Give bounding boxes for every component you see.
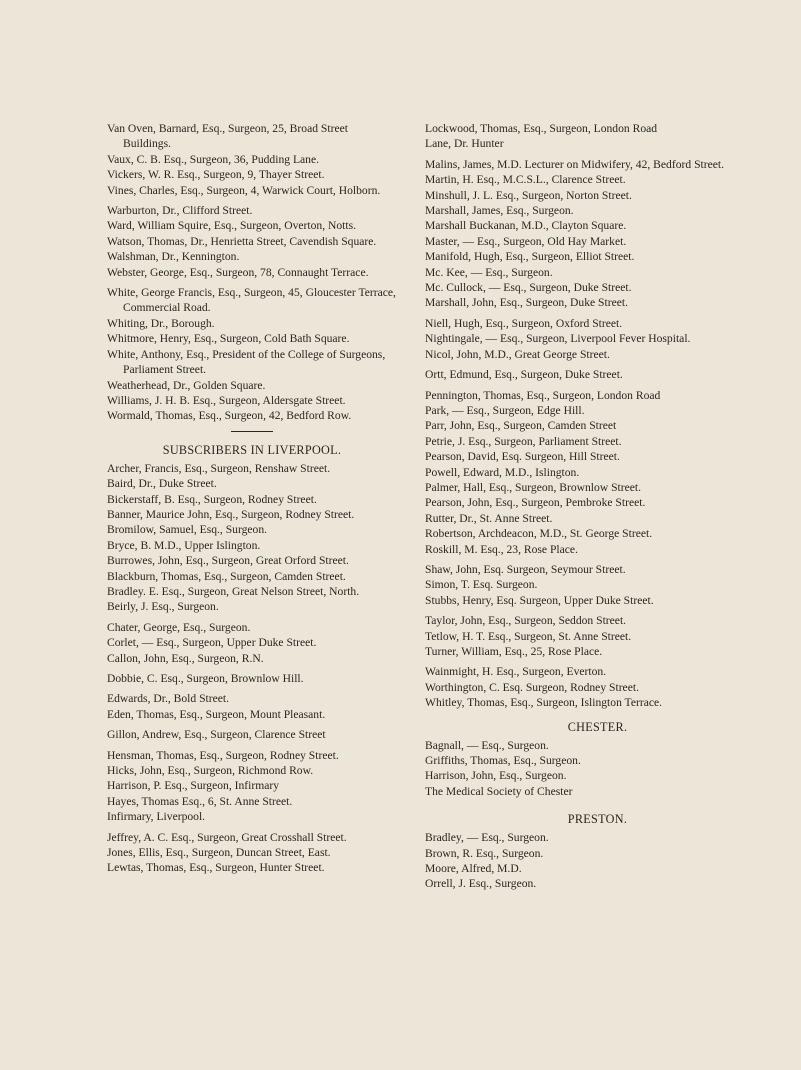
chester-subscribers xyxy=(425,738,770,800)
list-item: Bryce, B. M.D., Upper Islington. xyxy=(107,538,261,552)
list-item: Infirmary, Liverpool. xyxy=(107,810,206,824)
list-item: Ortt, Edmund, Esq., Surgeon, Duke Street. xyxy=(425,368,623,382)
list-item: Vickers, W. R. Esq., Surgeon, 9, Thayer Street. xyxy=(107,168,325,182)
list-item: Hayes, Thomas Esq., 6, St. Anne Street. xyxy=(107,794,293,808)
list-item: Lockwood, Thomas, Esq., Surgeon, London Road xyxy=(425,122,658,135)
list-item: Manifold, Hugh, Esq., Surgeon, Elliot Street. xyxy=(425,250,635,264)
list-item: Jeffrey, A. C. Esq., Surgeon, Great Crosshall Street. xyxy=(107,830,347,844)
section-divider xyxy=(231,431,273,432)
list-item: Martin, H. Esq., M.C.S.L., Clarence Street. xyxy=(425,173,626,187)
list-item: Palmer, Hall, Esq., Surgeon, Brownlow Street. xyxy=(425,480,642,494)
list-item: Bagnall, — Esq., Surgeon. xyxy=(425,738,549,752)
list-item: Watson, Thomas, Dr., Henrietta Street, Cavendish Square. xyxy=(107,234,377,248)
left-column xyxy=(107,121,397,876)
list-item: Corlet, — Esq., Surgeon, Upper Duke Street. xyxy=(107,636,317,650)
list-item: Master, — Esq., Surgeon, Old Hay Market. xyxy=(425,234,627,248)
liverpool-subscribers xyxy=(107,461,397,876)
list-item: Parr, John, Esq., Surgeon, Camden Street xyxy=(425,419,617,433)
list-item: Moore, Alfred, M.D. xyxy=(425,862,522,876)
list-item: Vines, Charles, Esq., Surgeon, 4, Warwick Court, Holborn. xyxy=(107,183,381,197)
list-item: Hensman, Thomas, Esq., Surgeon, Rodney Street. xyxy=(107,748,339,762)
list-item: Shaw, John, Esq. Surgeon, Seymour Street. xyxy=(425,562,626,576)
list-item: Chater, George, Esq., Surgeon. xyxy=(107,620,251,634)
list-item: White, Anthony, Esq., President of the College of Surgeons, Parliament Street. xyxy=(107,347,386,377)
list-item: Whitmore, Henry, Esq., Surgeon, Cold Bath Square. xyxy=(107,332,350,346)
list-item: Ward, William Squire, Esq., Surgeon, Overton, Notts. xyxy=(107,219,357,233)
list-item: Marshall Buckanan, M.D., Clayton Square. xyxy=(425,219,627,233)
list-item: Pennington, Thomas, Esq., Surgeon, London Road xyxy=(425,388,661,402)
list-item: Roskill, M. Esq., 23, Rose Place. xyxy=(425,542,578,556)
list-item: Rutter, Dr., St. Anne Street. xyxy=(425,511,553,525)
list-item: Wainmight, H. Esq., Surgeon, Everton. xyxy=(425,665,607,679)
list-item: Jones, Ellis, Esq., Surgeon, Duncan Street, East. xyxy=(107,846,331,860)
list-item: Turner, William, Esq., 25, Rose Place. xyxy=(425,645,603,658)
list-item: The Medical Society of Chester xyxy=(425,784,573,798)
list-item: Walshman, Dr., Kennington. xyxy=(107,250,240,264)
list-item: Williams, J. H. B. Esq., Surgeon, Aldersgate Street. xyxy=(107,393,346,407)
list-item: White, George Francis, Esq., Surgeon, 45, Gloucester Terrace, Commercial Road. xyxy=(107,286,396,315)
list-item: Worthington, C. Esq. Surgeon, Rodney Street. xyxy=(425,680,639,694)
list-item: Brown, R. Esq., Surgeon. xyxy=(425,846,544,860)
list-item: Marshall, James, Esq., Surgeon. xyxy=(425,204,574,218)
liverpool-heading: SUBSCRIBERS IN LIVERPOOL. xyxy=(162,442,342,457)
list-item: Orrell, J. Esq., Surgeon. xyxy=(425,877,537,891)
list-item: Simon, T. Esq. Surgeon. xyxy=(425,578,538,592)
list-item: Hicks, John, Esq., Surgeon, Richmond Row. xyxy=(107,764,314,778)
list-item: Whitley, Thomas, Esq., Surgeon, Islington Terrace. xyxy=(425,696,663,710)
list-item: Bradley, — Esq., Surgeon. xyxy=(425,831,549,845)
list-item: Petrie, J. Esq., Surgeon, Parliament Street. xyxy=(425,434,622,448)
list-item: Tetlow, H. T. Esq., Surgeon, St. Anne Street. xyxy=(425,629,632,643)
list-item: Lewtas, Thomas, Esq., Surgeon, Hunter Street. xyxy=(107,861,325,875)
list-item: Taylor, John, Esq., Surgeon, Seddon Street. xyxy=(425,614,627,628)
list-item: Webster, George, Esq., Surgeon, 78, Connaught Terrace. xyxy=(107,265,369,279)
list-item: Pearson, John, Esq., Surgeon, Pembroke Street. xyxy=(425,496,646,510)
list-item: Mc. Cullock, — Esq., Surgeon, Duke Street. xyxy=(425,281,632,295)
list-item: Whiting, Dr., Borough. xyxy=(107,316,215,330)
preston-heading: PRESTON. xyxy=(567,812,628,827)
list-item: Niell, Hugh, Esq., Surgeon, Oxford Street. xyxy=(425,316,623,330)
list-item: Eden, Thomas, Esq., Surgeon, Mount Pleasant. xyxy=(107,707,326,721)
list-item: Harrison, John, Esq., Surgeon. xyxy=(425,769,567,783)
list-item: Wormald, Thomas, Esq., Surgeon, 42, Bedford Row. xyxy=(107,409,352,423)
list-item: Lane, Dr. Hunter xyxy=(425,137,504,151)
list-item: Gillon, Andrew, Esq., Surgeon, Clarence Street xyxy=(107,728,326,742)
list-item: Mc. Kee, — Esq., Surgeon. xyxy=(425,265,553,279)
list-item: Robertson, Archdeacon, M.D., St. George Street. xyxy=(425,527,653,541)
list-item: Warburton, Dr., Clifford Street. xyxy=(107,204,253,218)
list-item: Archer, Francis, Esq., Surgeon, Renshaw Street. xyxy=(107,461,331,475)
list-item: Baird, Dr., Duke Street. xyxy=(107,477,217,491)
list-item: Powell, Edward, M.D., Islington. xyxy=(425,465,580,479)
list-item: Park, — Esq., Surgeon, Edge Hill. xyxy=(425,403,585,417)
list-item: Burrowes, John, Esq., Surgeon, Great Orford Street. xyxy=(107,554,349,568)
list-item: Pearson, David, Esq. Surgeon, Hill Street. xyxy=(425,450,620,464)
liverpool-subscribers-continued xyxy=(425,121,770,711)
list-item: Stubbs, Henry, Esq. Surgeon, Upper Duke Street. xyxy=(425,593,654,607)
list-item: Beirly, J. Esq., Surgeon. xyxy=(107,600,219,614)
list-item: Griffiths, Thomas, Esq., Surgeon. xyxy=(425,754,581,768)
list-item: Bickerstaff, B. Esq., Surgeon, Rodney Street. xyxy=(107,492,317,506)
list-item: Callon, John, Esq., Surgeon, R.N. xyxy=(107,651,264,665)
list-item: Banner, Maurice John, Esq., Surgeon, Rodney Street. xyxy=(107,507,355,521)
list-item: Dobbie, C. Esq., Surgeon, Brownlow Hill. xyxy=(107,672,304,685)
chester-heading: CHESTER. xyxy=(567,719,628,734)
list-item: Marshall, John, Esq., Surgeon, Duke Street. xyxy=(425,296,628,310)
preston-subscribers xyxy=(425,830,770,892)
list-item: Nicol, John, M.D., Great George Street. xyxy=(425,347,610,361)
list-item: Minshull, J. L. Esq., Surgeon, Norton Street. xyxy=(425,188,632,202)
list-item: Bradley. E. Esq., Surgeon, Great Nelson Street, North. xyxy=(107,584,360,598)
list-item: Van Oven, Barnard, Esq., Surgeon, 25, Broad Street Buildings. xyxy=(107,122,348,151)
list-item: Harrison, P. Esq., Surgeon, Infirmary xyxy=(107,779,280,793)
list-item: Edwards, Dr., Bold Street. xyxy=(107,692,230,706)
list-item: Malins, James, M.D. Lecturer on Midwifery, 42, Bedford Street. xyxy=(425,157,725,171)
list-item: Blackburn, Thomas, Esq., Surgeon, Camden Street. xyxy=(107,569,346,583)
list-item: Bromilow, Samuel, Esq., Surgeon. xyxy=(107,523,268,537)
list-item: Vaux, C. B. Esq., Surgeon, 36, Pudding Lane. xyxy=(107,152,320,166)
list-item: Nightingale, — Esq., Surgeon, Liverpool Fever Hospital. xyxy=(425,332,691,346)
list-item: Weatherhead, Dr., Golden Square. xyxy=(107,378,266,392)
right-column xyxy=(425,121,770,892)
london-subscribers-continued xyxy=(107,121,397,424)
